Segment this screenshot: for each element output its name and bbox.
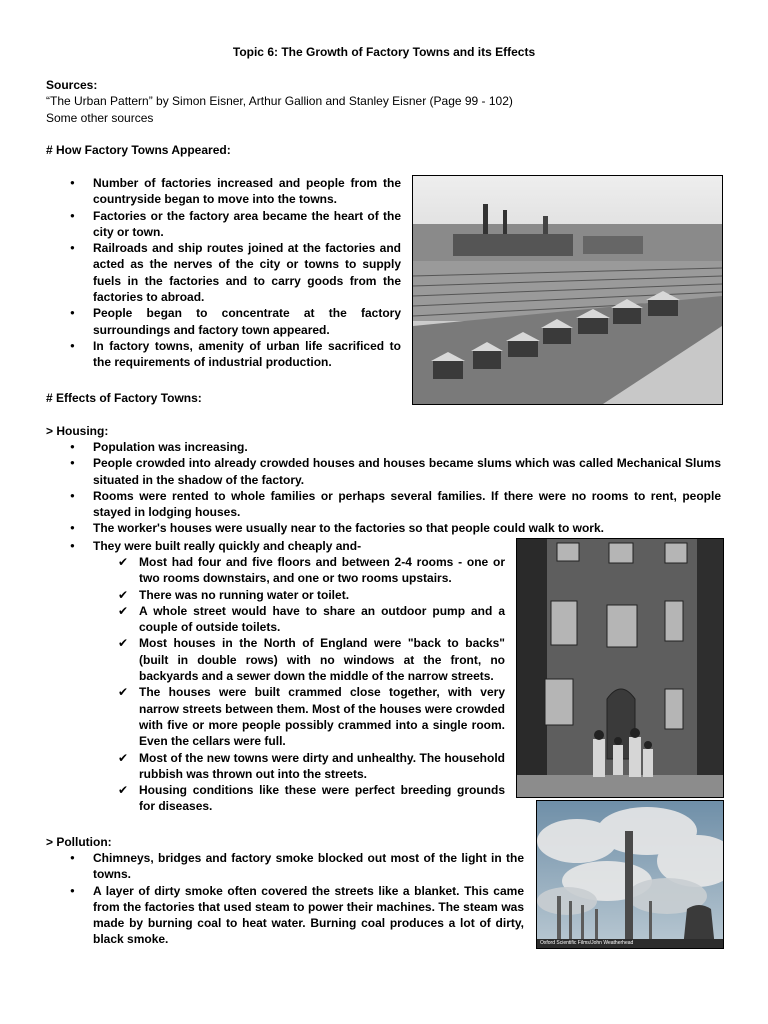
list-item: ● They were built really quickly and cheaply and- (46, 538, 466, 554)
source-line-1: “The Urban Pattern” by Simon Eisner, Arthur Gallion and Stanley Eisner (Page 99 - 102) (46, 94, 513, 109)
check-item: ✔ Most had four and five floors and between 2-4 rooms - one or two rooms downstairs, and one or two rooms upstairs. (116, 554, 505, 587)
sources-block (46, 77, 726, 126)
check-item: ✔ There was no running water or toilet. (116, 587, 505, 603)
housing-sublist (116, 554, 505, 815)
page-title: Topic 6: The Growth of Factory Towns and its Effects (232, 45, 536, 59)
smokestacks-photo (536, 800, 724, 949)
how-list (46, 175, 401, 371)
list-item: ● Railroads and ship routes joined at the factories and acted as the nerves of the city or towns to supply fuels in the factories and to carry goods from the factories to abroad. (46, 240, 401, 305)
check-item: ✔ The houses were built crammed close together, with very narrow streets between them. Most of the houses were crowded with five or more people possibly crammed into a single room. Even the cellars were full. (116, 684, 505, 749)
photo-credit: Oxford Scientific Films/John Weatherhead (540, 940, 634, 946)
factory-town-photo (412, 175, 723, 405)
check-item: ✔ Most of the new towns were dirty and unhealthy. The household rubbish was thrown out into the streets. (116, 750, 505, 783)
list-item: ● Factories or the factory area became the heart of the city or town. (46, 208, 401, 241)
list-item: ● A layer of dirty smoke often covered the streets like a blanket. This came from the factories that used steam to power their machines. The steam was made by burning coal to heat water. Burning coal produces a lot of dirty, black smoke. (46, 883, 524, 948)
source-line-2: Some other sources (46, 110, 154, 125)
list-item: ● Chimneys, bridges and factory smoke blocked out most of the light in the towns. (46, 850, 524, 883)
pollution-heading: > Pollution: (46, 835, 112, 849)
list-item: ● People began to concentrate at the factory surroundings and factory town appeared. (46, 305, 401, 338)
list-item: ● People crowded into already crowded houses and houses became slums which was called Mechanical Slums situated in the shadow of the factory. (46, 455, 721, 488)
slum-housing-photo (516, 538, 724, 798)
effects-heading: # Effects of Factory Towns: (46, 391, 202, 405)
housing-list (46, 439, 721, 537)
check-item: ✔ Most houses in the North of England were "back to backs" (built in double rows) with no windows at the front, no backyards and a sewer down the middle of the narrow streets. (116, 635, 505, 684)
list-item: ● Number of factories increased and people from the countryside began to move into the towns. (46, 175, 401, 208)
list-item: ● Rooms were rented to whole families or perhaps several families. If there were no rooms to rent, people stayed in lodging houses. (46, 488, 721, 521)
sources-label: Sources: (46, 78, 98, 92)
list-item: ● Population was increasing. (46, 439, 721, 455)
check-item: ✔ Housing conditions like these were perfect breeding grounds for diseases. (116, 782, 505, 815)
list-item: ● In factory towns, amenity of urban life sacrificed to the requirements of industrial production. (46, 338, 401, 371)
pollution-list (46, 850, 524, 948)
housing-list-cont (46, 538, 466, 554)
how-heading: # How Factory Towns Appeared: (46, 143, 231, 157)
housing-heading: > Housing: (46, 424, 109, 438)
check-item: ✔ A whole street would have to share an outdoor pump and a couple of outside toilets. (116, 603, 505, 636)
list-item: ● The worker's houses were usually near to the factories so that people could walk to work. (46, 520, 721, 536)
